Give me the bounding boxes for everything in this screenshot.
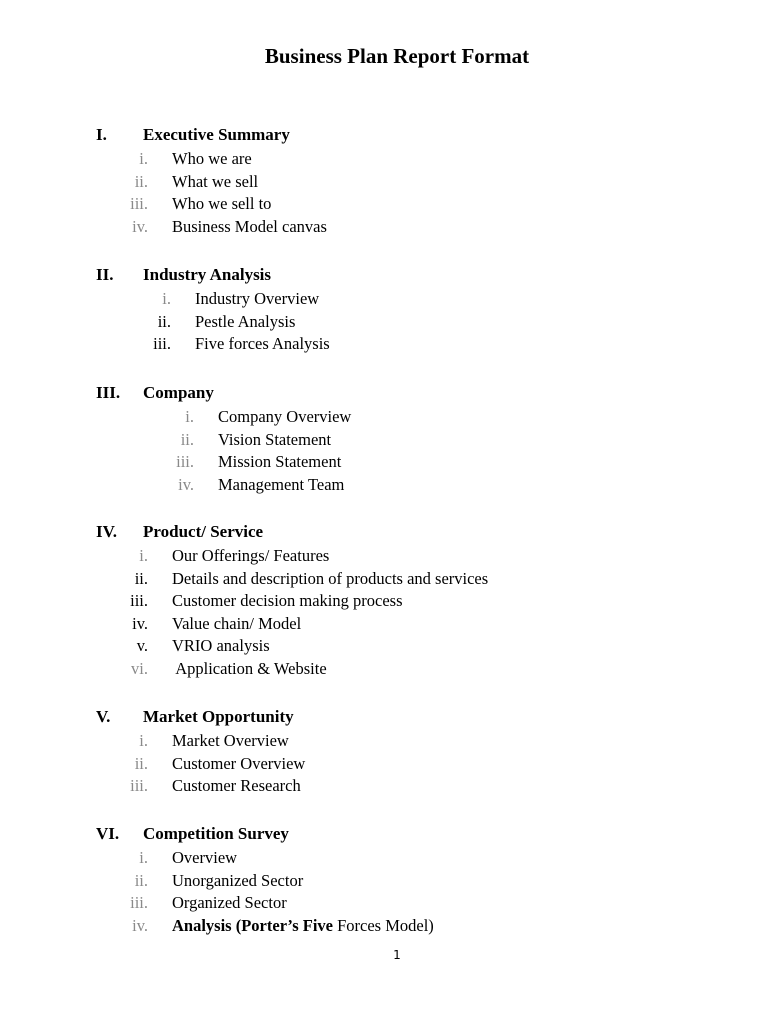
list-item bbox=[0, 636, 768, 659]
list-item bbox=[0, 659, 768, 682]
list-item bbox=[0, 546, 768, 569]
item-numeral: i. bbox=[139, 149, 148, 168]
item-text: Company Overview bbox=[218, 407, 352, 426]
list-item bbox=[0, 475, 768, 498]
section-heading bbox=[0, 265, 768, 289]
list-item bbox=[0, 334, 768, 357]
section-title: Market Opportunity bbox=[143, 707, 294, 726]
item-numeral: iii. bbox=[153, 334, 171, 353]
list-item bbox=[0, 916, 768, 939]
item-text-rest: Forces Model) bbox=[332, 915, 434, 935]
section-title: Company bbox=[143, 383, 214, 402]
item-text: What we sell bbox=[172, 171, 259, 191]
list-item bbox=[0, 172, 768, 195]
list-item bbox=[0, 149, 768, 172]
list-item bbox=[0, 893, 768, 916]
section-title: Product/ Service bbox=[143, 522, 264, 541]
item-text: VRIO analysis bbox=[172, 636, 270, 655]
item-text: Customer decision making process bbox=[172, 591, 403, 610]
section-number: III. bbox=[96, 383, 121, 402]
item-numeral: i. bbox=[139, 731, 148, 750]
item-numeral: ii. bbox=[134, 870, 148, 890]
section-executive-summary bbox=[0, 125, 768, 239]
item-text: Pestle Analysis bbox=[195, 311, 296, 331]
item-numeral: iii. bbox=[176, 452, 194, 471]
list-item bbox=[0, 614, 768, 637]
item-numeral: iv. bbox=[132, 613, 148, 633]
list-item bbox=[0, 776, 768, 799]
item-text: Who we are bbox=[172, 149, 252, 168]
section-number: VI. bbox=[96, 824, 120, 843]
section-heading bbox=[0, 522, 768, 546]
item-text: Industry Overview bbox=[195, 289, 320, 308]
item-text-bold: Analysis (Porter’s Five bbox=[172, 915, 333, 935]
item-text: Details and description of products and services bbox=[172, 568, 489, 588]
item-text: Management Team bbox=[218, 474, 345, 494]
item-numeral: vi. bbox=[131, 658, 148, 678]
section-competition-survey bbox=[0, 824, 768, 938]
item-text: Overview bbox=[172, 848, 238, 867]
section-industry-analysis bbox=[0, 265, 768, 357]
item-numeral: ii. bbox=[134, 753, 148, 773]
item-text: Five forces Analysis bbox=[195, 334, 330, 353]
item-text: Unorganized Sector bbox=[172, 870, 304, 890]
item-text: Customer Overview bbox=[172, 753, 306, 773]
section-title: Industry Analysis bbox=[143, 265, 272, 284]
section-title: Executive Summary bbox=[143, 125, 290, 144]
list-item bbox=[0, 871, 768, 894]
item-numeral: i. bbox=[162, 289, 171, 308]
item-numeral: ii. bbox=[134, 171, 148, 191]
list-item bbox=[0, 430, 768, 453]
list-item bbox=[0, 569, 768, 592]
section-number: II. bbox=[96, 265, 114, 284]
item-numeral: v. bbox=[136, 636, 148, 655]
item-numeral: ii. bbox=[180, 429, 194, 449]
item-numeral: iii. bbox=[130, 591, 148, 610]
list-item bbox=[0, 407, 768, 430]
list-item bbox=[0, 194, 768, 217]
item-numeral: iv. bbox=[132, 216, 148, 236]
item-numeral: ii. bbox=[134, 568, 148, 588]
item-numeral: i. bbox=[139, 546, 148, 565]
section-title: Competition Survey bbox=[143, 824, 289, 843]
list-item bbox=[0, 848, 768, 871]
item-text bbox=[172, 916, 434, 936]
item-numeral: ii. bbox=[157, 311, 171, 331]
section-product-service bbox=[0, 522, 768, 681]
item-text: Who we sell to bbox=[172, 194, 272, 213]
list-item bbox=[0, 289, 768, 312]
list-item bbox=[0, 312, 768, 335]
section-number: IV. bbox=[96, 522, 117, 541]
section-market-opportunity bbox=[0, 707, 768, 799]
section-number: V. bbox=[96, 707, 111, 726]
item-text: Customer Research bbox=[172, 776, 301, 795]
section-number: I. bbox=[96, 125, 107, 144]
section-company bbox=[0, 383, 768, 497]
item-text: Vision Statement bbox=[218, 429, 332, 449]
item-text: Value chain/ Model bbox=[172, 613, 302, 633]
item-text: Organized Sector bbox=[172, 893, 287, 912]
list-item bbox=[0, 452, 768, 475]
list-item bbox=[0, 217, 768, 240]
list-item bbox=[0, 754, 768, 777]
item-numeral: iii. bbox=[130, 776, 148, 795]
section-heading bbox=[0, 125, 768, 149]
item-numeral: i. bbox=[185, 407, 194, 426]
list-item bbox=[0, 591, 768, 614]
section-heading bbox=[0, 824, 768, 848]
item-numeral: iv. bbox=[132, 915, 148, 935]
list-item bbox=[0, 731, 768, 754]
item-numeral: iv. bbox=[178, 474, 194, 494]
item-numeral: iii. bbox=[130, 194, 148, 213]
item-text: Business Model canvas bbox=[172, 216, 327, 236]
item-numeral: iii. bbox=[130, 893, 148, 912]
item-text: Market Overview bbox=[172, 731, 289, 750]
document-title: Business Plan Report Format bbox=[264, 44, 530, 68]
page-number: 1 bbox=[393, 948, 401, 962]
section-heading bbox=[0, 383, 768, 407]
item-text: Our Offerings/ Features bbox=[172, 546, 330, 565]
item-text: Mission Statement bbox=[218, 452, 342, 471]
item-numeral: i. bbox=[139, 848, 148, 867]
item-text: Application & Website bbox=[172, 658, 327, 678]
section-heading bbox=[0, 707, 768, 731]
